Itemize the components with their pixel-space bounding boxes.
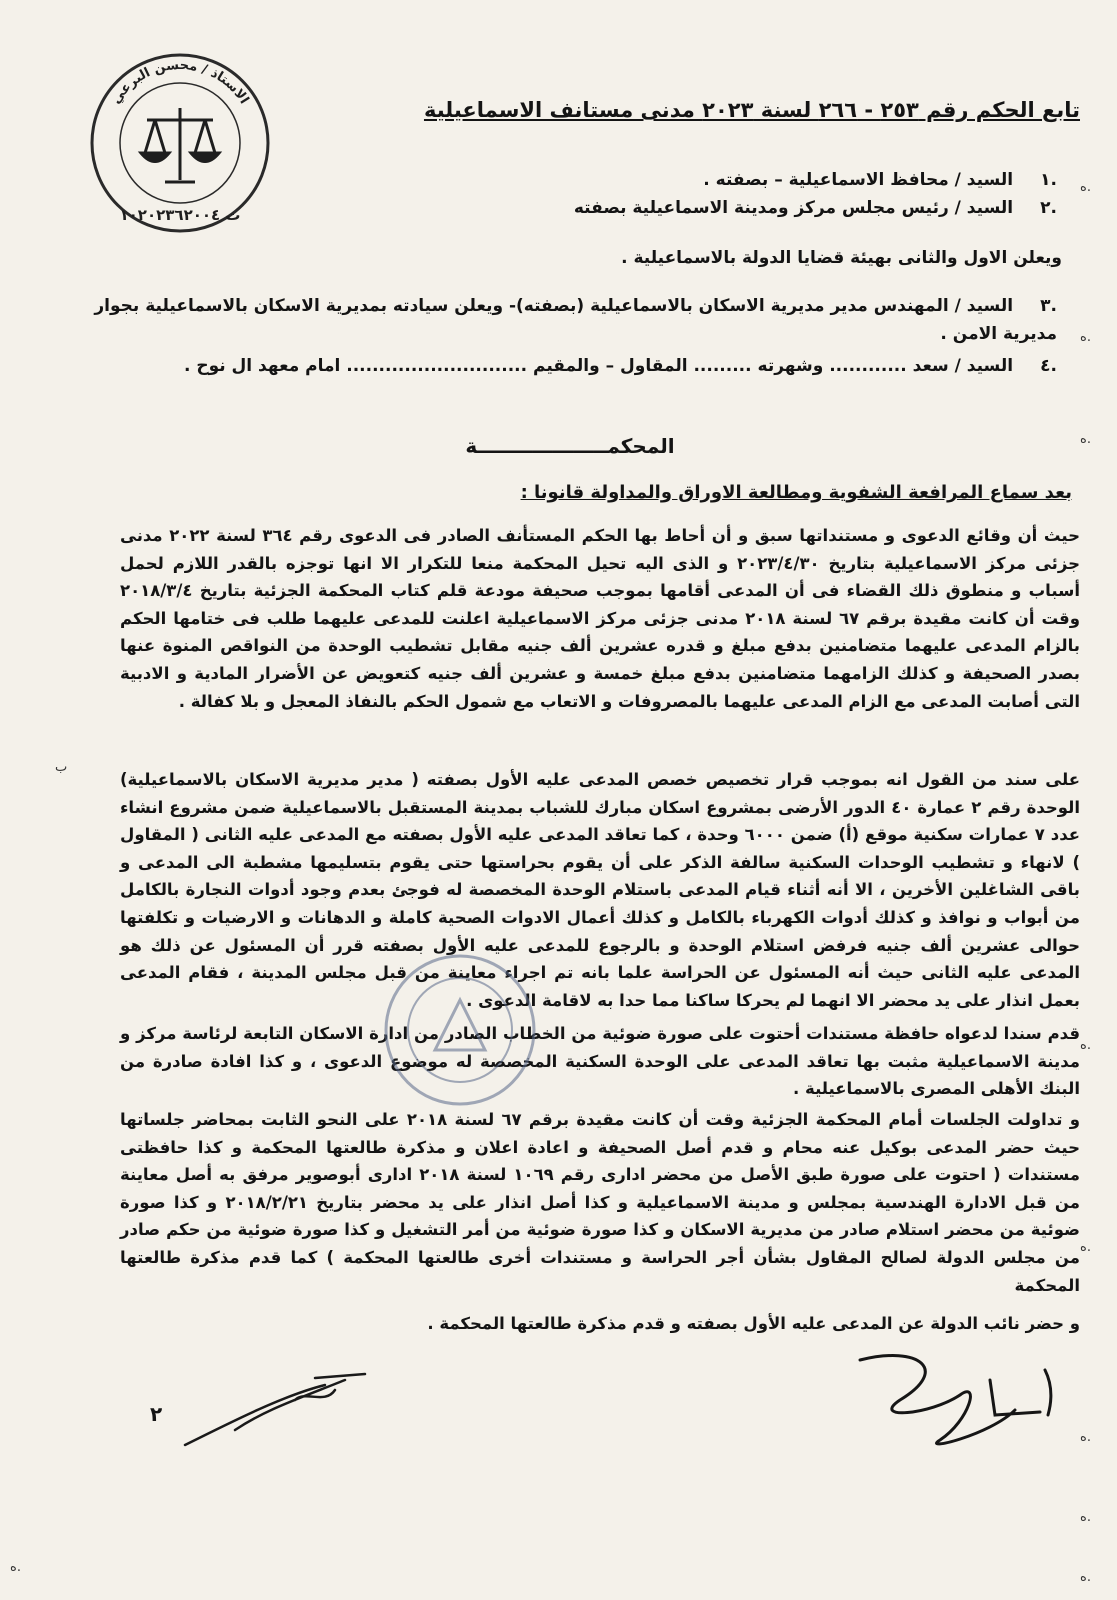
party-item-3 (57, 292, 1057, 348)
party-item-4 (57, 352, 1057, 380)
edge-mark: ه. (1080, 1038, 1091, 1053)
party-item-2 (57, 198, 1057, 218)
party-item-1 (57, 170, 1057, 190)
stamp-name-text: الاستاذ / محسن البرعي (108, 57, 252, 107)
edge-mark: ه. (1080, 180, 1091, 195)
section-subheading: بعد سماع المرافعة الشفوية ومطالعة الاوراق والمداولة قانونا : (520, 482, 1072, 503)
page-number: ٢ (150, 1402, 163, 1426)
judge-signature (840, 1340, 1070, 1460)
party-number: .٢ (1040, 198, 1057, 218)
party-text: السيد / سعد ............ وشهرته ......... المقاول – والمقيم ............................ امام معهد ال نوح . (183, 356, 1014, 376)
paragraph-documents: قدم سندا لدعواه حافظة مستندات أحتوت على صورة ضوئية من الخطاب الصادر من ادارة الاسكان التابعة لرئاسة مركز و مدينة الاسماعيلية مثبت بها تعاقد المدعى على الوحدة السكنية المخصصة له موضوع الدعوى ، و كذا افادة صادرة من البنك الأهلى المصرى بالاسماعيلية . (120, 1024, 1080, 1099)
secretary-signature (175, 1360, 375, 1460)
edge-mark: ه. (1080, 1510, 1091, 1525)
party-number: .١ (1040, 170, 1057, 190)
edge-mark: ه. (1080, 1570, 1091, 1585)
page-heading: تابع الحكم رقم ٢٥٣ - ٢٦٦ لسنة ٢٠٢٣ مدنى مستانف الاسماعيلية (423, 98, 1080, 122)
paragraph-sessions: و تداولت الجلسات أمام المحكمة الجزئية وقت أن كانت مقيدة برقم ٦٧ لسنة ٢٠١٨ على النحو الثابت بمحاضر جلساتها حيث حضر المدعى بوكيل عنه محام و قدم أصل الصحيفة و اعادة اعلان و مذكرة طالعتها المحكمة و كذا حافظتى مستندات ( احتوت على صورة طبق الأصل من محضر ادارى رقم ١٠٦٩ لسنة ٢٠١٨ ادارى أبوصوير مرفق به أصل معاينة من قبل الادارة الهندسية بمجلس و مدينة الاسماعيلية و كذا أصل انذار على يد محضر بتاريخ ٢٠١٨/٢/٢١ و كذا صورة ضوئية من محضر استلام صادر من مديرية الاسكان و كذا صورة ضوئية من أمر التشغيل و كذا صورة ضوئية من حكم صادر من مجلس الدولة لصالح المقاول بشأن أجر الحراسة و مستندات أخرى طالعتها المحكمة ) كما قدم مذكرة طالعتها المحكمة (120, 1110, 1081, 1295)
edge-mark: ه. (1080, 1240, 1091, 1255)
edge-mark: ه. (10, 1560, 21, 1575)
paragraph-basis: على سند من القول انه بموجب قرار تخصيص خصص المدعى عليه الأول بصفته ( مدير مديرية الاسكان بالاسماعيلية) الوحدة رقم ٢ عمارة ٤٠ الدور الأرضى بمشروع اسكان مبارك للشباب بمدينة المستقبل بالاسماعيلية ضمن مشروع انشاء عدد ٧ عمارات سكنية موقع (أ) ضمن ٦٠٠٠ وحدة ، كما تعاقد المدعى عليه الأول بصفته مع المدعى عليه الثانى ( المقاول ) لانهاء و تشطيب الوحدات السكنية سالفة الذكر على أن يقوم بحراستها حتى يقوم بتسليمها مشطبة الى المدعى و باقى الشاغلين الأخرين ، الا أنه أثناء قيام المدعى باستلام الوحدة المخصصة له فوجئ بعدم وجود أدوات النجارة بالكامل من أبواب و نوافذ و كذلك أدوات الكهرباء بالكامل و كذلك أعمال الادوات الصحية كاملة و الدهانات و الارضيات و تكلفتها حوالى عشرين ألف جنيه فرفض استلام الوحدة و بالرجوع للمدعى عليه الأول بصفته قرر أن المسئول عن ذلك هو المدعى عليه الثانى حيث أنه المسئول عن الحراسة علما بانه تم اجراء معاينة من قبل مجلس المدينة ، فقام المدعى بعمل انذار على يد محضر الا انهما لم يحركا ساكنا مما حدا به لاقامة الدعوى . (120, 770, 1080, 1010)
party-number: .٤ (1040, 356, 1057, 376)
party-text: السيد / محافظ الاسماعيلية – بصفته . (703, 170, 1014, 190)
party-number: .٣ (1040, 296, 1057, 316)
party-text: السيد / رئيس مجلس مركز ومدينة الاسماعيلية بصفته (573, 198, 1014, 218)
stamp-number-text: ت ١٠٢٠٢٣٦٢٠٠٤ (119, 206, 241, 224)
edge-mark: ه. (1080, 432, 1091, 447)
edge-mark: ب (55, 760, 68, 775)
paragraph-state-attorney: و حضر نائب الدولة عن المدعى عليه الأول بصفته و قدم مذكرة طالعتها المحكمة . (427, 1314, 1080, 1333)
service-note: ويعلن الاول والثانى بهيئة قضايا الدولة بالاسماعيلية . (621, 248, 1062, 268)
party-text: السيد / المهندس مدير مديرية الاسكان بالاسماعيلية (بصفته)- ويعلن سيادته بمديرية الاسكان بالاسماعيلية بجوار مديرية الامن . (94, 296, 1057, 344)
edge-mark: ه. (1080, 1430, 1091, 1445)
court-title: المحكمـــــــــــــــــــة (465, 434, 675, 458)
court-seal (380, 950, 540, 1110)
paragraph-facts: حيث أن وقائع الدعوى و مستنداتها سبق و أن أحاط بها الحكم المستأنف الصادر فى الدعوى رقم ٣٦٤ لسنة ٢٠٢٢ مدنى جزئى مركز الاسماعيلية بتاريخ ٢٠٢٣/٤/٣٠ و الذى اليه تحيل المحكمة منعا للتكرار الا انها توجزه بالقدر اللازم لحمل أسباب و منطوق ذلك القضاء فى أن المدعى أقامها بموجب صحيفة مودعة قلم كتاب المحكمة الجزئية بتاريخ ٢٠١٨/٣/٤ وقت أن كانت مقيدة برقم ٦٧ لسنة ٢٠١٨ مدنى جزئى مركز الاسماعيلية اعلنت للمدعى عليهما طلب فى ختامها الحكم بالزام المدعى عليهما متضامنين بدفع مبلغ و قدره عشرين ألف جنيه مقابل تشطيب الوحدة من النواقص المنوة عنها بصدر الصحيفة و كذلك الزامهما متضامنين بدفع مبلغ خمسة و عشرين ألف جنيه كتعويض عن الأضرار المادية و الادبية التى أصابت المدعى مع الزام المدعى عليهما بالمصروفات و الاتعاب مع شمول الحكم بالنفاذ المعجل و بلا كفالة . (120, 526, 1080, 711)
edge-mark: ه. (1080, 330, 1091, 345)
